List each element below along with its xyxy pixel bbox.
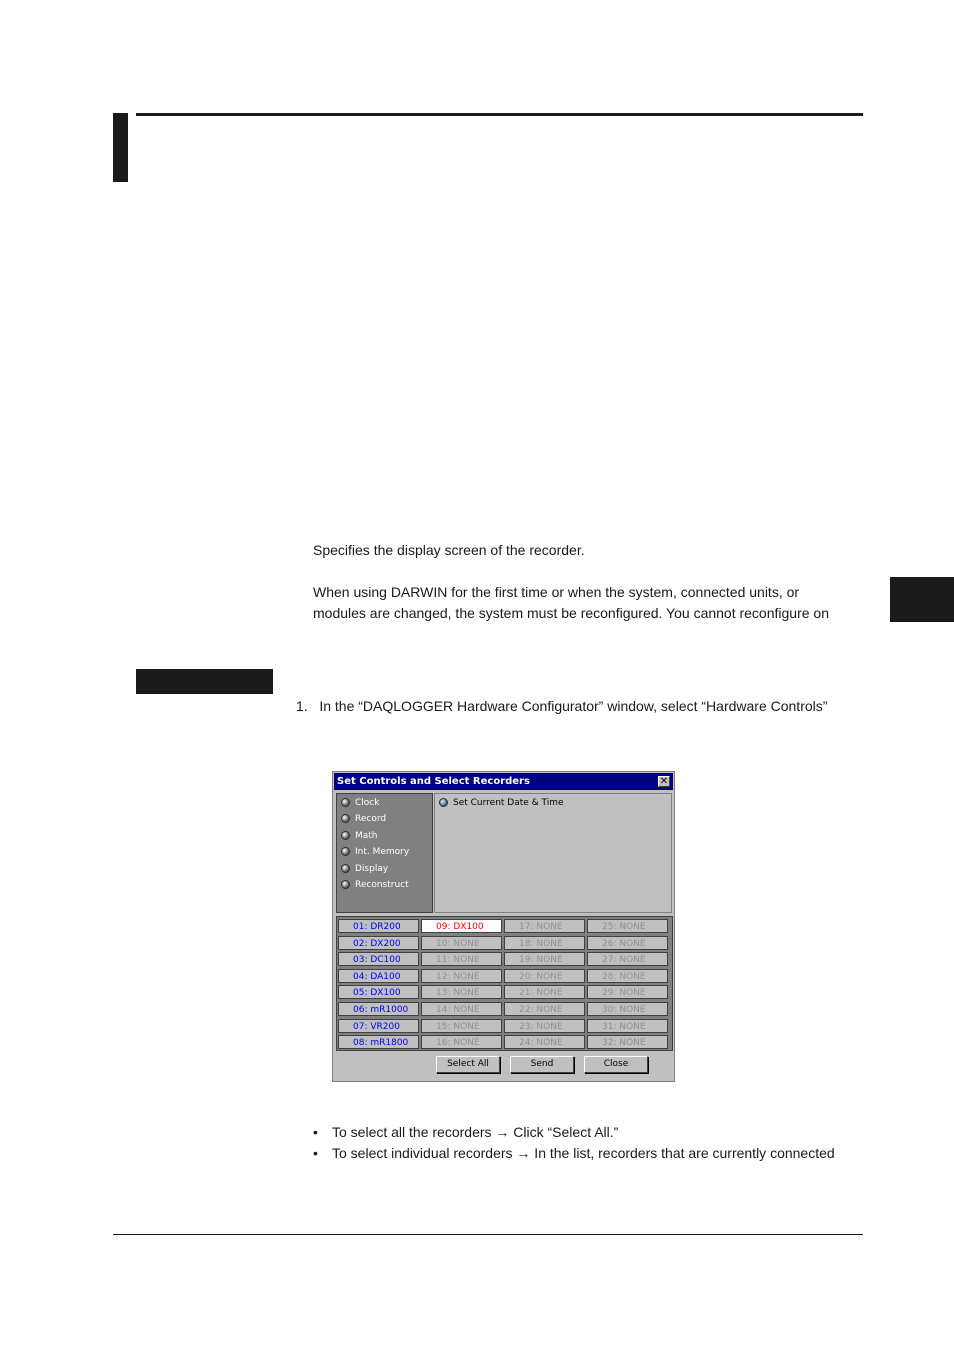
bullet-marker-2: •: [313, 1145, 318, 1161]
recorder-cell[interactable]: 32: NONE: [587, 1035, 668, 1049]
recorder-cell[interactable]: 28: NONE: [587, 969, 668, 983]
top-rule: [136, 113, 863, 116]
recorder-cell[interactable]: 18: NONE: [504, 936, 585, 950]
recorder-cell[interactable]: 14: NONE: [421, 1002, 502, 1016]
control-menu: [336, 793, 433, 913]
send-button[interactable]: Send: [510, 1056, 574, 1073]
detail-set-date-time[interactable]: Set Current Date & Time: [439, 796, 564, 810]
paragraph-display: Specifies the display screen of the recorder.: [313, 542, 585, 558]
recorder-cell[interactable]: 30: NONE: [587, 1002, 668, 1016]
recorder-cell[interactable]: 20: NONE: [504, 969, 585, 983]
recorder-cell[interactable]: 22: NONE: [504, 1002, 585, 1016]
recorder-grid: [336, 916, 673, 1051]
menu-item-int-memory[interactable]: Int. Memory: [341, 845, 409, 859]
radio-icon: [341, 831, 350, 840]
recorder-cell[interactable]: 31: NONE: [587, 1019, 668, 1033]
dialog-title: Set Controls and Select Recorders: [337, 776, 530, 787]
close-button[interactable]: Close: [584, 1056, 648, 1073]
menu-item-reconstruct[interactable]: Reconstruct: [341, 878, 409, 892]
recorder-cell[interactable]: 07: VR200: [338, 1019, 419, 1033]
recorder-cell[interactable]: 05: DX100: [338, 985, 419, 999]
recorder-cell[interactable]: 06: mR1000: [338, 1002, 419, 1016]
close-icon[interactable]: ✕: [659, 776, 669, 787]
recorder-cell[interactable]: 15: NONE: [421, 1019, 502, 1033]
recorder-cell[interactable]: 17: NONE: [504, 919, 585, 933]
bullet-select-individual: To select individual recorders → In the list, recorders that are currently connected: [332, 1145, 835, 1161]
recorder-cell[interactable]: 03: DC100: [338, 952, 419, 966]
menu-item-display[interactable]: Display: [341, 862, 388, 876]
recorder-cell[interactable]: 09: DX100: [421, 919, 502, 933]
paragraph-reconfigure-line2: modules are changed, the system must be reconfigured. You cannot reconfigure on: [313, 605, 829, 621]
recorder-cell[interactable]: 08: mR1800: [338, 1035, 419, 1049]
chapter-heading-bar: [113, 113, 128, 182]
dialog-titlebar: [334, 773, 673, 790]
recorder-cell[interactable]: 26: NONE: [587, 936, 668, 950]
radio-icon: [341, 814, 350, 823]
recorder-cell[interactable]: 21: NONE: [504, 985, 585, 999]
globe-icon: [439, 798, 448, 807]
select-all-button[interactable]: Select All: [436, 1056, 500, 1073]
recorder-cell[interactable]: 24: NONE: [504, 1035, 585, 1049]
recorder-cell[interactable]: 11: NONE: [421, 952, 502, 966]
menu-item-clock[interactable]: Clock: [341, 796, 379, 810]
recorder-cell[interactable]: 12: NONE: [421, 969, 502, 983]
radio-icon: [341, 798, 350, 807]
recorder-cell[interactable]: 27: NONE: [587, 952, 668, 966]
recorder-cell[interactable]: 29: NONE: [587, 985, 668, 999]
recorder-cell[interactable]: 16: NONE: [421, 1035, 502, 1049]
bullet-select-all: To select all the recorders → Click “Select All.”: [332, 1124, 619, 1140]
radio-icon: [341, 847, 350, 856]
recorder-cell[interactable]: 13: NONE: [421, 985, 502, 999]
radio-icon: [341, 880, 350, 889]
menu-item-record[interactable]: Record: [341, 812, 386, 826]
recorder-cell[interactable]: 19: NONE: [504, 952, 585, 966]
recorder-cell[interactable]: 04: DA100: [338, 969, 419, 983]
radio-icon: [341, 864, 350, 873]
paragraph-reconfigure-line1: When using DARWIN for the first time or when the system, connected units, or: [313, 584, 800, 600]
procedure-heading-bar: [136, 669, 273, 694]
recorder-cell[interactable]: 02: DX200: [338, 936, 419, 950]
recorder-cell[interactable]: 01: DR200: [338, 919, 419, 933]
step-1: 1. In the “DAQLOGGER Hardware Configurator” window, select “Hardware Controls”: [296, 698, 828, 714]
chapter-side-tab: [890, 577, 954, 622]
recorder-cell[interactable]: 25: NONE: [587, 919, 668, 933]
recorder-cell[interactable]: 23: NONE: [504, 1019, 585, 1033]
recorder-cell[interactable]: 10: NONE: [421, 936, 502, 950]
bullet-marker-1: •: [313, 1124, 318, 1140]
set-controls-dialog: [332, 771, 675, 1082]
bottom-rule: [113, 1234, 863, 1235]
menu-item-math[interactable]: Math: [341, 829, 378, 843]
detail-panel: [434, 793, 672, 913]
